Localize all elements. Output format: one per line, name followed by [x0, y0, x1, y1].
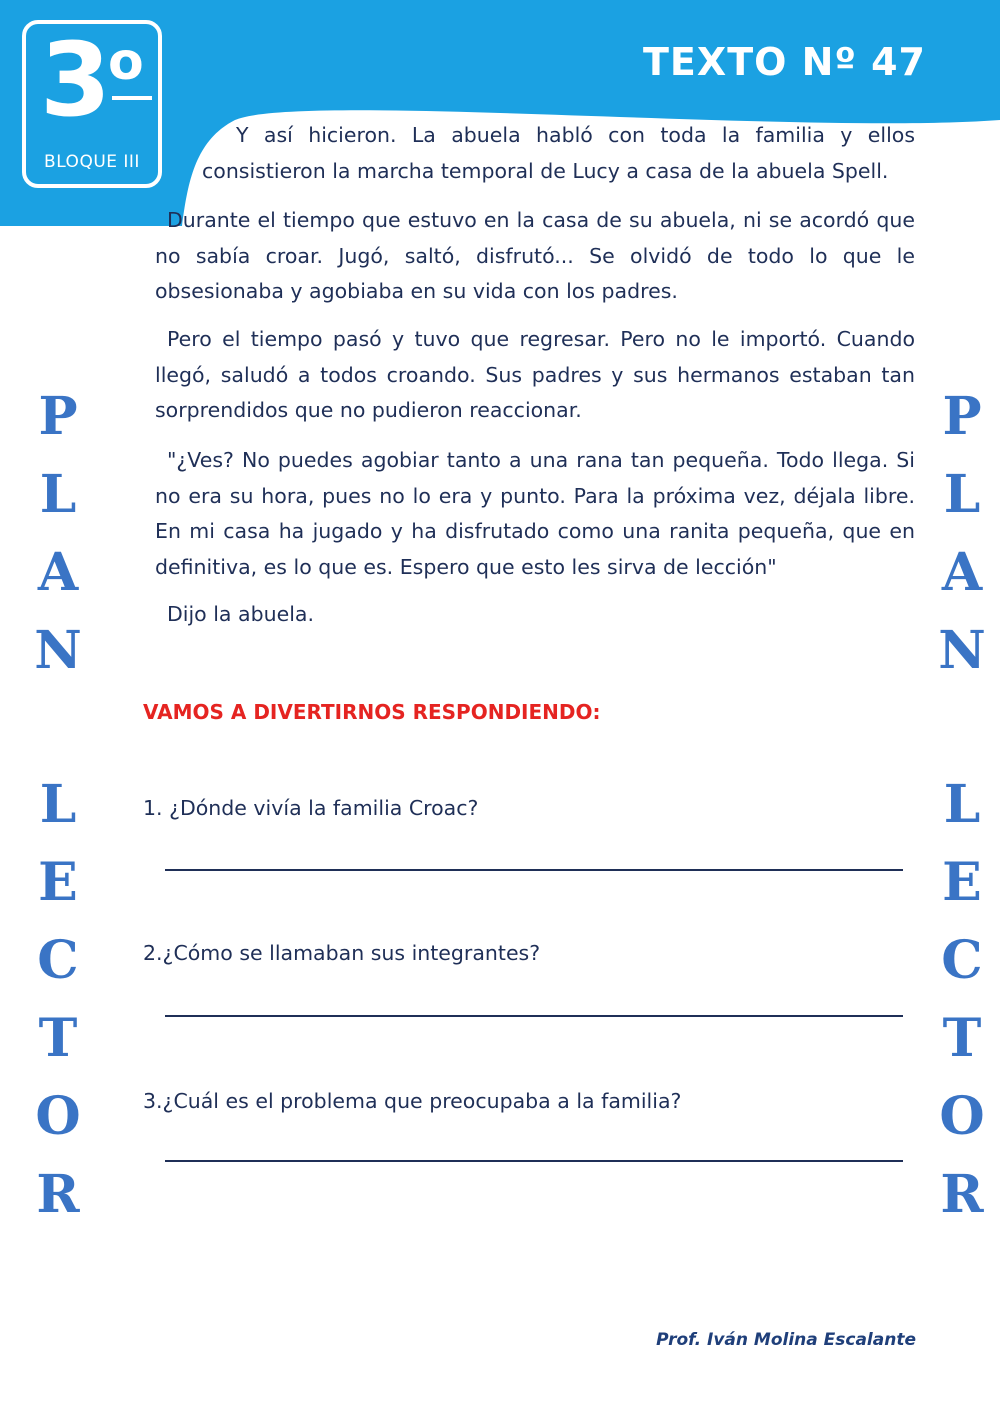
story-paragraph: Dijo la abuela.: [167, 602, 314, 626]
banner-letter: L: [39, 774, 77, 835]
banner-letter: R: [36, 1164, 80, 1225]
banner-letter: C: [37, 930, 79, 991]
banner-letter: A: [37, 542, 79, 603]
question: 2.¿Cómo se llamaban sus integrantes?: [143, 941, 541, 965]
answer-line[interactable]: [165, 1015, 903, 1017]
banner-letter: E: [942, 852, 982, 913]
grade-ordinal: o: [108, 32, 144, 92]
banner-letter: N: [34, 620, 82, 681]
side-banner-right: [932, 378, 992, 1234]
text-title: TEXTO Nº 47: [643, 40, 926, 84]
banner-letter: O: [35, 1086, 81, 1147]
banner-letter: T: [942, 1008, 982, 1069]
banner-letter: N: [938, 620, 986, 681]
banner-letter: R: [940, 1164, 984, 1225]
banner-letter: C: [941, 930, 983, 991]
block-label: BLOQUE III: [44, 152, 140, 172]
grade-number: 3: [40, 21, 111, 140]
grade-badge: [22, 20, 162, 188]
story-paragraph: Pero el tiempo pasó y tuvo que regresar. Pero no le importó. Cuando llegó, saludó a todos croando. Sus padres y sus hermanos estaban tan sorprendidos que no pudieron reaccionar.: [155, 327, 915, 422]
banner-letter: L: [943, 464, 981, 525]
question: 3.¿Cuál es el problema que preocupaba a la familia?: [143, 1089, 682, 1113]
question: 1. ¿Dónde vivía la familia Croac?: [143, 796, 479, 820]
story-paragraph: Durante el tiempo que estuvo en la casa de su abuela, ni se acordó que no sabía croar. Jugó, saltó, disfrutó... Se olvidó de todo lo que le obsesionaba y agobiaba en su vida con los padres.: [155, 208, 915, 303]
banner-letter: L: [943, 774, 981, 835]
banner-letter: E: [38, 852, 78, 913]
banner-letter: P: [38, 386, 78, 447]
answer-line[interactable]: [165, 1160, 903, 1162]
banner-letter: A: [941, 542, 983, 603]
answer-line[interactable]: [165, 869, 903, 871]
side-banner-left: [28, 378, 88, 1234]
banner-letter: P: [942, 386, 982, 447]
story-paragraph: Y así hicieron. La abuela habló con toda la familia y ellos consistieron la marcha temporal de Lucy a casa de la abuela Spell.: [202, 123, 915, 183]
story-paragraph: "¿Ves? No puedes agobiar tanto a una rana tan pequeña. Todo llega. Si no era su hora, pues no lo era y punto. Para la próxima vez, déjala libre. En mi casa ha jugado y ha disfrutado como una ranita pequeña, que en definitiva, es lo que es. Espero que esto les sirva de lección": [155, 448, 915, 579]
questions-heading: VAMOS A DIVERTIRNOS RESPONDIENDO:: [143, 700, 601, 724]
ordinal-underline: [112, 96, 152, 100]
author-signature: Prof. Iván Molina Escalante: [656, 1330, 916, 1350]
banner-letter: T: [38, 1008, 78, 1069]
banner-letter: L: [39, 464, 77, 525]
banner-letter: O: [939, 1086, 985, 1147]
